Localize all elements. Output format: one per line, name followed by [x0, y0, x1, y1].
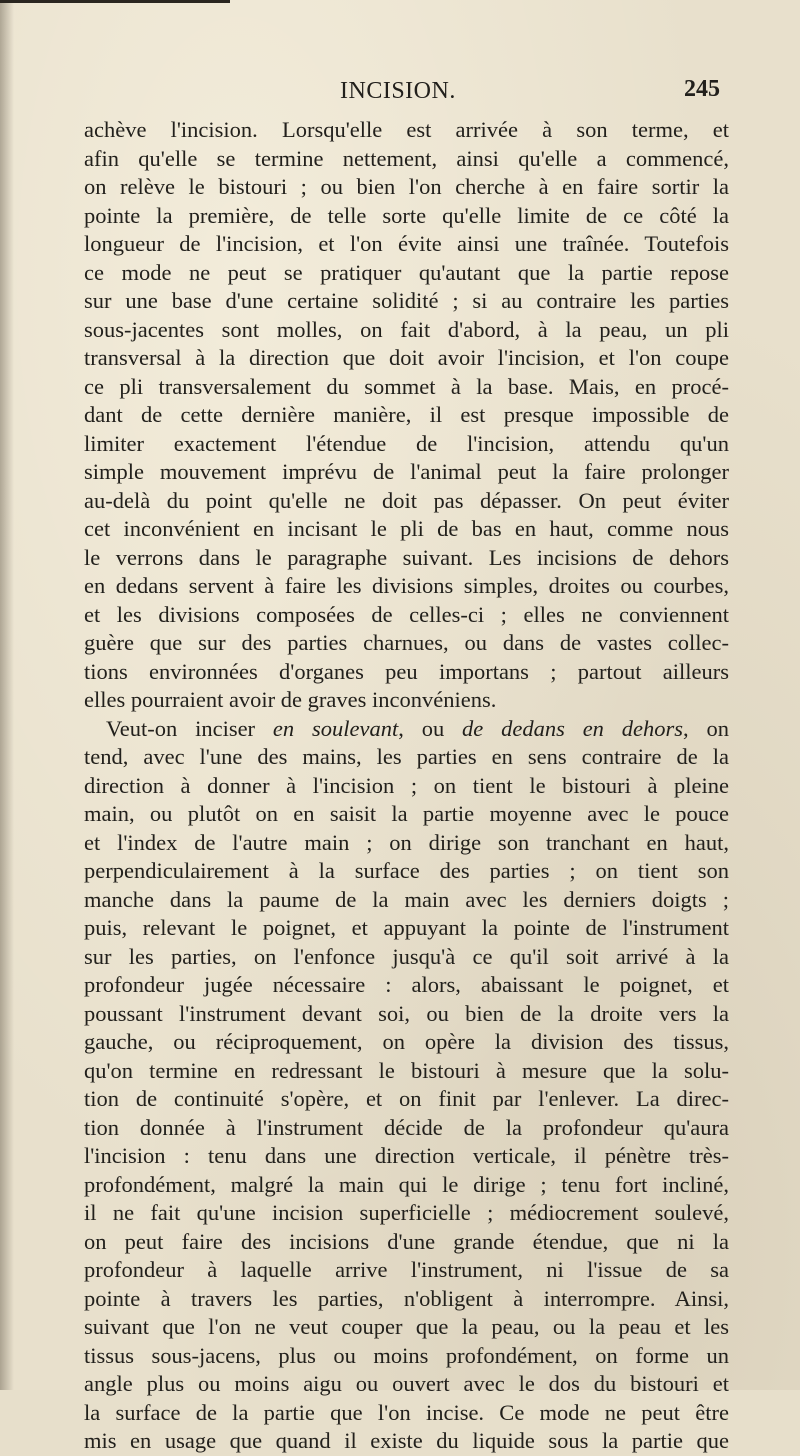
text-line: il ne fait qu'une incision superficielle ; médiocrement soulevé,: [84, 1200, 729, 1225]
text-line: tion de continuité s'opère, et on finit par l'enlever. La direc-: [84, 1086, 729, 1111]
text-line: transversal à la direction que doit avoir l'incision, et l'on coupe: [84, 345, 729, 370]
text-line: le verrons dans le paragraphe suivant. Les incisions de dehors: [84, 544, 729, 570]
text-line: sous-jacentes sont molles, on fait d'abord, à la peau, un pli: [84, 316, 729, 342]
text-line: afin qu'elle se termine nettement, ainsi qu'elle a commencé,: [84, 145, 729, 171]
text-line: ce mode ne peut se pratiquer qu'autant que la partie repose: [84, 259, 729, 285]
text-line: et l'index de l'autre main ; on dirige son tranchant en haut,: [84, 829, 729, 855]
text-line: simple mouvement imprévu de l'animal peut la faire prolonger: [84, 459, 729, 484]
spine-shadow: [0, 0, 14, 1390]
text-run: , ou: [398, 715, 463, 741]
text-line: on peut faire des incisions d'une grande étendue, que ni la: [84, 1228, 729, 1254]
text-line: limiter exactement l'étendue de l'incision, attendu qu'un: [84, 430, 729, 456]
page-top-edge: [0, 0, 230, 3]
text-line: profondément, malgré la main qui le dirige ; tenu fort incliné,: [84, 1171, 729, 1197]
italic-term: en soulevant: [272, 715, 399, 741]
text-line: guère que sur des parties charnues, ou dans de vastes collec-: [84, 630, 729, 655]
text-line: profondeur jugée nécessaire : alors, abaissant le poignet, et: [84, 972, 729, 997]
paragraph-2: [84, 715, 729, 1456]
text-run: Veut-on inciser: [106, 715, 273, 741]
running-title: INCISION.: [340, 78, 456, 104]
text-line: cet inconvénient en incisant le pli de bas en haut, comme nous: [84, 516, 729, 541]
text-line: tend, avec l'une des mains, les parties en sens contraire de la: [84, 744, 729, 769]
paragraph-first-line: [84, 715, 729, 744]
text-line: ce pli transversalement du sommet à la base. Mais, en procé-: [84, 373, 729, 399]
text-line: et les divisions composées de celles-ci ; elles ne conviennent: [84, 601, 729, 627]
text-line: profondeur à laquelle arrive l'instrument, ni l'issue de sa: [84, 1257, 729, 1282]
text-run: , on: [683, 715, 729, 741]
italic-term: de dedans en dehors: [462, 715, 684, 741]
text-line: tissus sous-jacens, plus ou moins profondément, on forme un: [84, 1342, 729, 1368]
text-line: pointe la première, de telle sorte qu'elle limite de ce côté la: [84, 202, 729, 228]
text-line: l'incision : tenu dans une direction verticale, il pénètre très-: [84, 1143, 729, 1168]
text-line: angle plus ou moins aigu ou ouvert avec le dos du bistouri et: [84, 1371, 729, 1396]
text-line: longueur de l'incision, et l'on évite ainsi une traînée. Toutefois: [84, 231, 729, 256]
text-line: mis en usage que quand il existe du liquide sous la partie que: [84, 1428, 729, 1453]
page-number: 245: [684, 76, 720, 102]
text-line: dant de cette dernière manière, il est presque impossible de: [84, 402, 729, 427]
text-line: au-delà du point qu'elle ne doit pas dépasser. On peut éviter: [84, 487, 729, 513]
text-line: poussant l'instrument devant soi, ou bien de la droite vers la: [84, 1000, 729, 1026]
text-line: tions environnées d'organes peu importans ; partout ailleurs: [84, 658, 729, 684]
text-line: gauche, ou réciproquement, on opère la division des tissus,: [84, 1029, 729, 1054]
paragraph-1: [84, 116, 729, 715]
text-line: sur une base d'une certaine solidité ; si au contraire les parties: [84, 288, 729, 313]
text-line: qu'on termine en redressant le bistouri à mesure que la solu-: [84, 1057, 729, 1083]
text-line: on relève le bistouri ; ou bien l'on cherche à en faire sortir la: [84, 174, 729, 199]
text-line: main, ou plutôt on en saisit la partie moyenne avec le pouce: [84, 801, 729, 826]
text-line: suivant que l'on ne veut couper que la peau, ou la peau et les: [84, 1314, 729, 1339]
text-line: perpendiculairement à la surface des parties ; on tient son: [84, 858, 729, 883]
text-line: tion donnée à l'instrument décide de la profondeur qu'aura: [84, 1114, 729, 1140]
text-line: elles pourraient avoir de graves inconvéniens.: [84, 687, 497, 712]
text-line: achève l'incision. Lorsqu'elle est arrivée à son terme, et: [84, 117, 729, 142]
text-line: en dedans servent à faire les divisions simples, droites ou courbes,: [84, 573, 729, 598]
text-line: direction à donner à l'incision ; on tient le bistouri à pleine: [84, 772, 729, 798]
running-head: [82, 78, 720, 110]
text-line: puis, relevant le poignet, et appuyant la pointe de l'instrument: [84, 915, 729, 940]
text-line: manche dans la paume de la main avec les derniers doigts ;: [84, 886, 729, 912]
text-line: sur les parties, on l'enfonce jusqu'à ce qu'il soit arrivé à la: [84, 943, 729, 969]
text-line: pointe à travers les parties, n'obligent à interrompre. Ainsi,: [84, 1285, 729, 1311]
body-text: [84, 116, 729, 1456]
text-line: la surface de la partie que l'on incise. Ce mode ne peut être: [84, 1399, 729, 1425]
